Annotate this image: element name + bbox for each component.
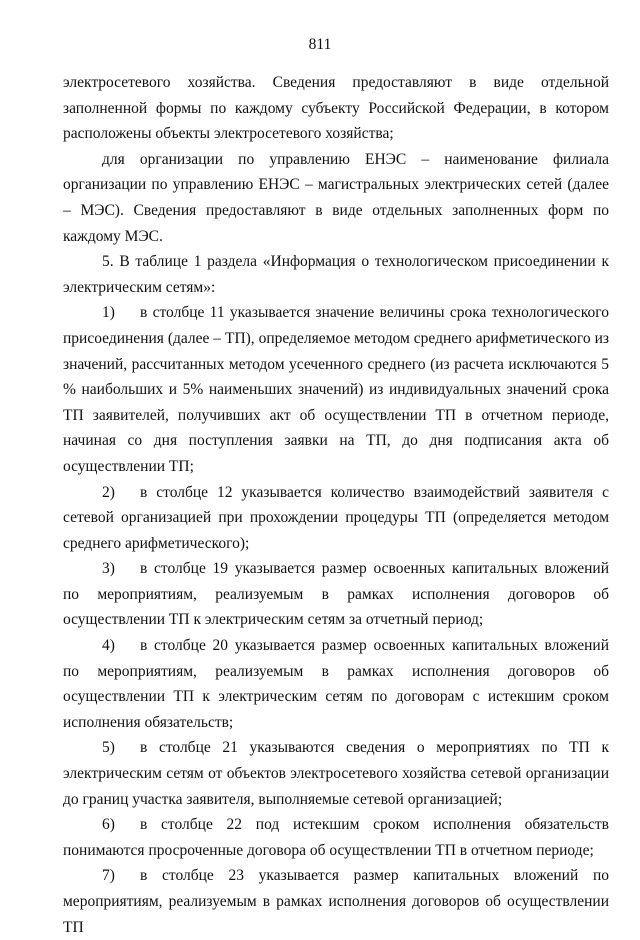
list-item [63, 812, 609, 863]
paragraph-section-5: 5. В таблице 1 раздела «Информация о технологическом присоединении к электрическим сетям»: [63, 253, 609, 296]
list-item-text: в столбце 20 указывается размер освоенных капитальных вложений по мероприятиям, реализуемым в рамках исполнения договоров об осуществлении ТП к электрическим сетям по договорам с истекшим сроком исполнения обязательств; [63, 637, 609, 731]
list-item [63, 735, 609, 812]
list-item-number: 6) [102, 816, 115, 834]
list-item-text: в столбце 23 указывается размер капитальных вложений по мероприятиям, реализуемым в рамках исполнения договоров об осуществлении ТП [63, 867, 609, 936]
list-item [63, 556, 609, 633]
list-item-number: 5) [102, 739, 115, 757]
paragraph-continuation: электросетевого хозяйства. Сведения предоставляют в виде отдельной заполненной формы по каждому субъекту Российской Федерации, в котором расположены объекты электросетевого хозяйства; [63, 74, 609, 143]
list-item [63, 633, 609, 735]
list-item-number: 7) [102, 867, 115, 885]
list-item-number: 1) [102, 304, 115, 322]
list-item-text: в столбце 19 указывается размер освоенных капитальных вложений по мероприятиям, реализуемым в рамках исполнения договоров об осуществлении ТП к электрическим сетям за отчетный период; [63, 560, 609, 629]
list-item-number: 3) [102, 560, 115, 578]
page-number: 811 [308, 36, 332, 53]
list-item-text: в столбце 11 указывается значение величины срока технологического присоединения (далее – ТП), определяемое методом среднего арифметического из значений, рассчитанных методом усеченного среднего (из расчета исключаются 5 % наибольших и 5% наименьших значений) из индивидуальных значений срока ТП заявителей, получивших акт об осуществлении ТП в отчетном периоде, начиная со дня поступления заявки на ТП, до дня подписания акта об осуществлении ТП; [63, 304, 609, 475]
list-item-text: в столбце 21 указываются сведения о мероприятиях по ТП к электрическим сетям от объектов электросетевого хозяйства сетевой организации до границ участка заявителя, выполняемые сетевой организацией; [63, 739, 609, 808]
list-item-text: в столбце 12 указывается количество взаимодействий заявителя с сетевой организацией при прохождении процедуры ТП (определяется методом среднего арифметического); [63, 483, 609, 552]
list-item [63, 480, 609, 557]
list-item-text: в столбце 22 под истекшим сроком исполнения обязательств понимаются просроченные договора об осуществлении ТП в отчетном периоде; [63, 816, 609, 859]
list-item [63, 300, 609, 479]
list-item-number: 2) [102, 483, 115, 501]
list-item [63, 863, 609, 940]
list-item-number: 4) [102, 637, 115, 655]
document-body [63, 70, 609, 940]
paragraph-enes: для организации по управлению ЕНЭС – наименование филиала организации по управлению ЕНЭС – магистральных электрических сетей (далее – МЭС). Сведения предоставляют в виде отдельных заполненных форм по каждому МЭС. [63, 150, 609, 245]
